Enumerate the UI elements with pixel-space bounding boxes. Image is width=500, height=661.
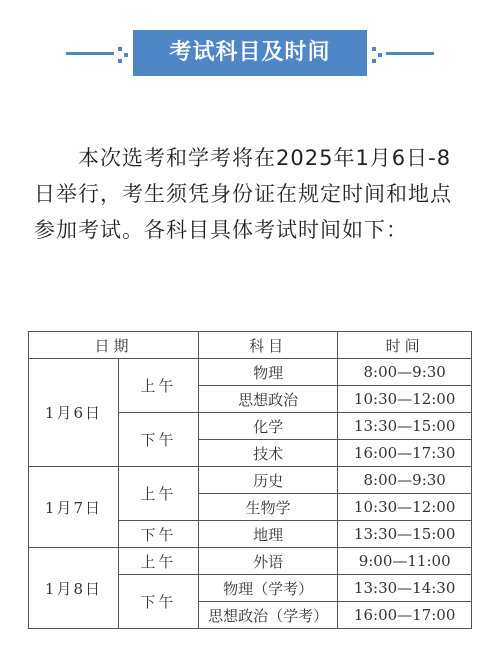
period-cell: 上午 [118,359,198,413]
time-cell: 10:30—12:00 [338,386,472,413]
header-line-right [386,52,434,55]
date-cell: 1月6日 [29,359,119,467]
subject-cell: 外语 [198,548,337,575]
period-cell: 下午 [118,575,198,629]
intro-paragraph: 本次选考和学考将在2025年1月6日-8日举行，考生须凭身份证在规定时间和地点参加考试。各科目具体考试时间如下： [34,146,452,242]
header-dot [372,59,376,63]
time-cell: 8:00—9:30 [338,467,472,494]
header-dot [118,59,122,63]
time-cell: 16:00—17:30 [338,440,472,467]
exam-schedule-table [28,331,472,629]
period-cell: 下午 [118,521,198,548]
header-dot [118,47,122,51]
time-cell: 13:30—14:30 [338,575,472,602]
time-cell: 9:00—11:00 [338,548,472,575]
subject-cell: 物理 [198,359,337,386]
table-row [29,548,472,575]
header-date: 日期 [29,332,199,359]
table-header-row [29,332,472,359]
header-dot [378,53,382,57]
subject-cell: 地理 [198,521,337,548]
time-cell: 13:30—15:00 [338,521,472,548]
section-title: 考试科目及时间 [133,30,367,76]
table-row [29,359,472,386]
section-header [0,30,500,76]
time-cell: 13:30—15:00 [338,413,472,440]
time-cell: 16:00—17:00 [338,602,472,629]
header-dot [372,47,376,51]
header-subject: 科目 [198,332,337,359]
table-row [29,467,472,494]
date-cell: 1月7日 [29,467,119,548]
subject-cell: 历史 [198,467,337,494]
subject-cell: 生物学 [198,494,337,521]
header-dot [124,53,128,57]
subject-cell: 技术 [198,440,337,467]
time-cell: 10:30—12:00 [338,494,472,521]
time-cell: 8:00—9:30 [338,359,472,386]
header-line-left [66,52,114,55]
subject-cell: 思想政治（学考） [198,602,337,629]
period-cell: 上午 [118,548,198,575]
subject-cell: 物理（学考） [198,575,337,602]
subject-cell: 思想政治 [198,386,337,413]
period-cell: 上午 [118,467,198,521]
header-time: 时间 [338,332,472,359]
period-cell: 下午 [118,413,198,467]
date-cell: 1月8日 [29,548,119,629]
subject-cell: 化学 [198,413,337,440]
